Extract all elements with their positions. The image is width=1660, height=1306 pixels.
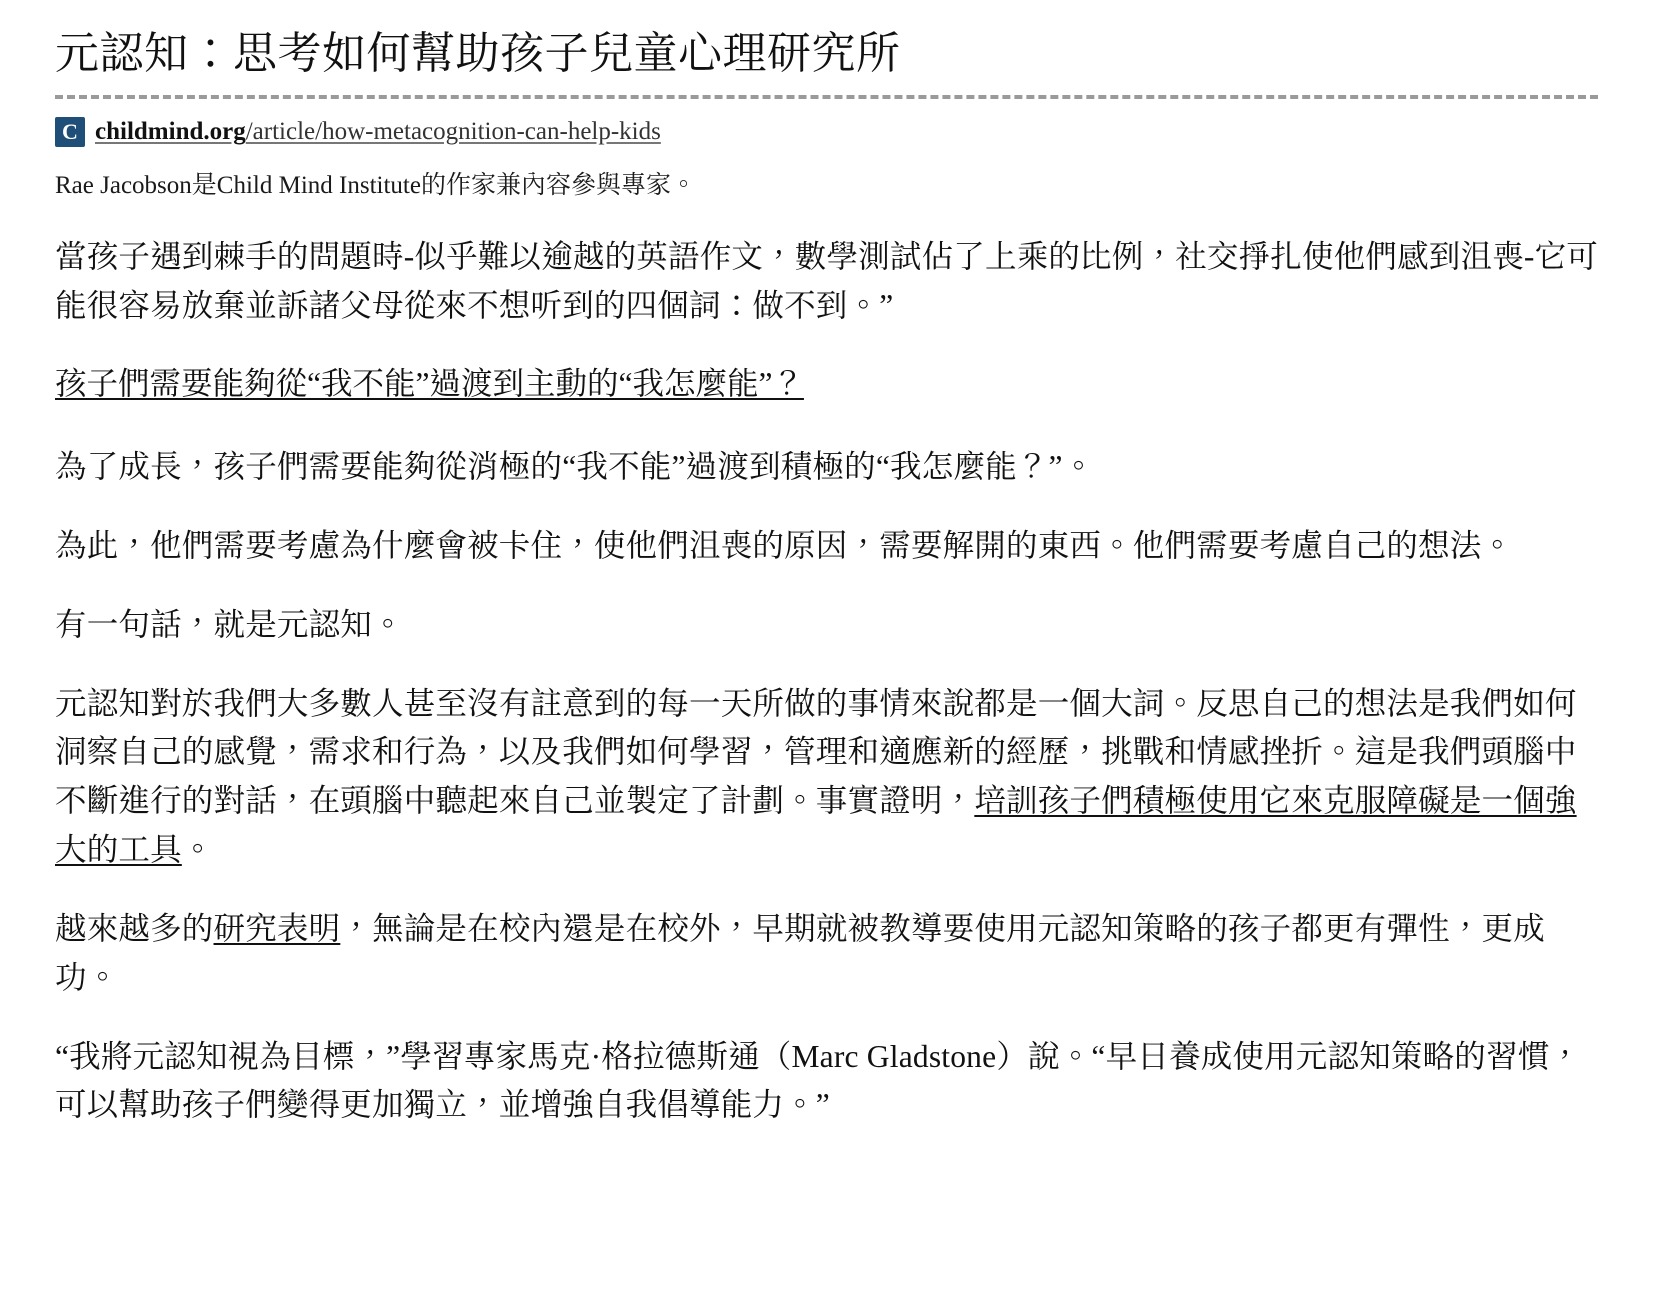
research-text-post: ，無論是在校內還是在校外，早期就被教導要使用元認知策略的孩子都更有彈性，更成功。 <box>55 910 1545 995</box>
paragraph-metacognition <box>55 680 1598 875</box>
paragraph-growth: 為了成長，孩子們需要能夠從消極的“我不能”過渡到積極的“我怎麼能？”。 <box>55 449 1095 485</box>
research-link[interactable]: 研究表明 <box>213 910 341 946</box>
site-favicon-icon: C <box>55 117 85 147</box>
source-domain: childmind.org <box>95 118 246 146</box>
paragraph-stuck: 為此，他們需要考慮為什麼會被卡住，使他們沮喪的原因，需要解開的東西。他們需要考慮自己的想法。 <box>55 528 1514 563</box>
byline: Rae Jacobson是Child Mind Institute的作家兼內容參與專家。 <box>55 172 696 199</box>
training-kids-link[interactable]: 培訓孩子們積極使用它來克服障礙是一個強大的工具 <box>55 783 1577 868</box>
page-title: 元認知：思考如何幫助孩子兒童心理研究所 <box>55 29 901 78</box>
source-url-link[interactable] <box>95 118 661 146</box>
metacognition-text-part2: 。 <box>181 832 214 868</box>
metacognition-text-part1: 元認知對於我們大多數人甚至沒有註意到的每一天所做的事情來說都是一個大詞。反思自己的想法是我們如何洞察自己的感覺，需求和行為，以及我們如何學習，管理和適應新的經歷，挑戰和情感挫折。這是我們頭腦中不斷進行的對話，在頭腦中聽起來自己並製定了計劃。事實證明， <box>55 685 1577 819</box>
source-path: /article/how-metacognition-can-help-kids <box>245 118 661 146</box>
section-heading-link[interactable] <box>55 360 1598 409</box>
paragraph-research <box>55 905 1598 1003</box>
paragraph-intro: 當孩子遇到棘手的問題時-似乎難以逾越的英語作文，數學測試佔了上乘的比例，社交掙扎使他們感到沮喪-它可能很容易放棄並訴諸父母從來不想听到的四個詞：做不到。” <box>55 238 1598 323</box>
research-text-pre: 越來越多的 <box>55 910 214 946</box>
paragraph-quote: “我將元認知視為目標，”學習專家馬克·格拉德斯通（Marc Gladstone）說。“早日養成使用元認知策略的習慣，可以幫助孩子們變得更加獨立，並增強自我倡導能力。” <box>55 1038 1582 1123</box>
paragraph-oneword: 有一句話，就是元認知。 <box>55 606 404 642</box>
section-heading-text: 孩子們需要能夠從“我不能”過渡到主動的“我怎麼能”？ <box>55 366 804 402</box>
source-line <box>55 117 1598 147</box>
divider <box>55 95 1598 99</box>
